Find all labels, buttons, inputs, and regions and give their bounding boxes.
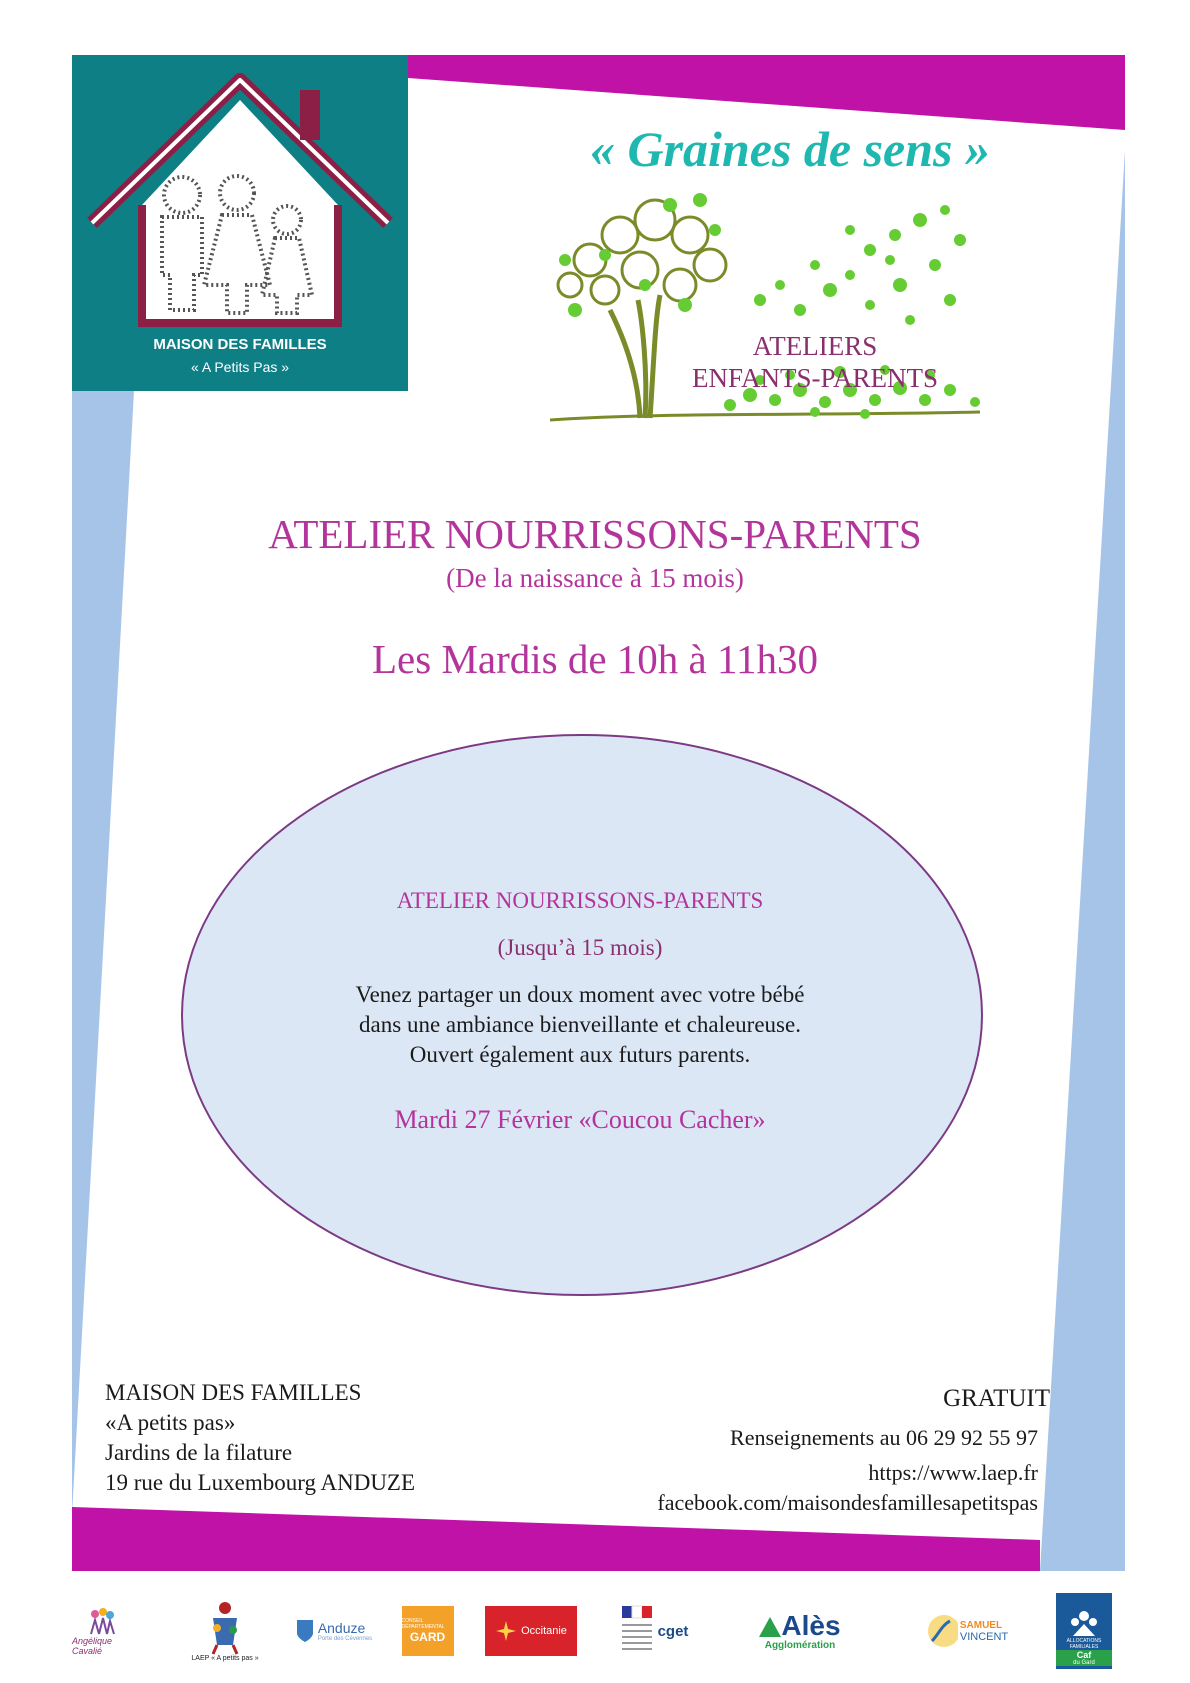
sponsor-runner-icon	[924, 1611, 958, 1651]
address-line1: MAISON DES FAMILLES	[105, 1380, 362, 1405]
ateliers-line2: ENFANTS-PARENTS	[691, 363, 939, 393]
price-label: GRATUIT	[943, 1385, 1050, 1412]
sponsor-samuel-vincent	[920, 1592, 1012, 1670]
ellipse-description	[180, 980, 980, 1070]
sponsor-6-label: cget	[657, 1622, 689, 1640]
sponsor-ales	[752, 1592, 848, 1670]
phone-info: Renseignements au 06 29 92 55 97	[730, 1425, 1038, 1450]
address-line4: 19 rue du Luxembourg ANDUZE	[105, 1470, 416, 1495]
main-title: ATELIER NOURRISSONS-PARENTS	[268, 511, 922, 557]
ateliers-subtitle	[660, 330, 970, 394]
sponsor-1-label: Angélique Cavalié	[72, 1636, 113, 1656]
ellipse-age: (Jusqu’à 15 mois)	[497, 935, 663, 960]
sponsor-7-label: Alès	[781, 1609, 841, 1641]
logo-name-line1: MAISON DES FAMILLES	[153, 336, 327, 353]
anduze-shield-icon	[296, 1619, 314, 1643]
sponsor-9-sub: ALLOCATIONS FAMILIALES	[1066, 1638, 1102, 1650]
header-title: « Graines de sens »	[589, 121, 991, 177]
sponsor-7-sub: Agglomération	[764, 1639, 836, 1651]
ellipse-event: Mardi 27 Février «Coucou Cacher»	[394, 1105, 766, 1134]
sponsor-8-sub: VINCENT	[959, 1630, 1009, 1643]
occitan-cross-icon	[495, 1620, 517, 1642]
ellipse-line3: Ouvert également aux futurs parents.	[409, 1042, 751, 1067]
website-link[interactable]: https://www.laep.fr	[868, 1460, 1038, 1485]
caf-figures-icon	[1069, 1608, 1099, 1638]
sponsor-4-sub: CONSEIL DÉPARTEMENTAL	[401, 1618, 445, 1630]
tree-illustration	[550, 190, 1030, 450]
sponsor-people-icon	[87, 1606, 117, 1636]
facebook-link[interactable]: facebook.com/maisondesfamillesapetitspas	[657, 1490, 1038, 1515]
magenta-band-top	[408, 55, 1125, 130]
sponsor-laep	[190, 1592, 260, 1670]
main-schedule: Les Mardis de 10h à 11h30	[372, 636, 818, 682]
logo-name-line2: « A Petits Pas »	[190, 359, 290, 375]
ateliers-line1: ATELIERS	[752, 331, 878, 361]
laep-figure-icon	[205, 1600, 245, 1655]
address-line3: Jardins de la filature	[105, 1440, 293, 1465]
sponsor-gard	[400, 1592, 455, 1670]
sponsor-5-label: Occitanie	[521, 1625, 567, 1637]
sponsor-anduze	[292, 1592, 376, 1670]
address-line2: «A petits pas»	[105, 1410, 236, 1435]
sponsor-4-label: GARD	[409, 1630, 446, 1644]
sponsor-2-label: LAEP « A petits pas »	[191, 1655, 259, 1662]
address-block	[105, 1378, 415, 1498]
ellipse-line1: Venez partager un doux moment avec votre bébé	[355, 982, 805, 1007]
logo-maison-des-familles	[72, 55, 408, 391]
magenta-band-bottom	[72, 1507, 1040, 1571]
main-age-range: (De la naissance à 15 mois)	[446, 563, 744, 593]
sponsor-cget	[614, 1592, 692, 1670]
sponsor-3-label: Anduze	[317, 1620, 366, 1636]
sponsor-9-gard: du Gard	[1056, 1660, 1112, 1666]
republique-flag-icon	[618, 1602, 656, 1660]
ales-triangle-icon	[759, 1615, 781, 1637]
sponsor-3-sub: Porte des Cévennes	[317, 1636, 373, 1642]
ellipse-line2: dans une ambiance bienveillante et chaleureuse.	[359, 1012, 801, 1037]
sponsor-9-label: Caf	[1056, 1650, 1112, 1660]
sponsor-angelique-cavalie	[72, 1592, 132, 1670]
blue-band-right	[1040, 150, 1125, 1571]
ellipse-title: ATELIER NOURRISSONS-PARENTS	[396, 888, 764, 913]
sponsor-caf-gard	[1055, 1592, 1113, 1670]
sponsor-occitanie	[484, 1592, 578, 1670]
sponsor-8-label: SAMUEL	[959, 1619, 1003, 1631]
blue-band-left	[72, 391, 134, 1515]
